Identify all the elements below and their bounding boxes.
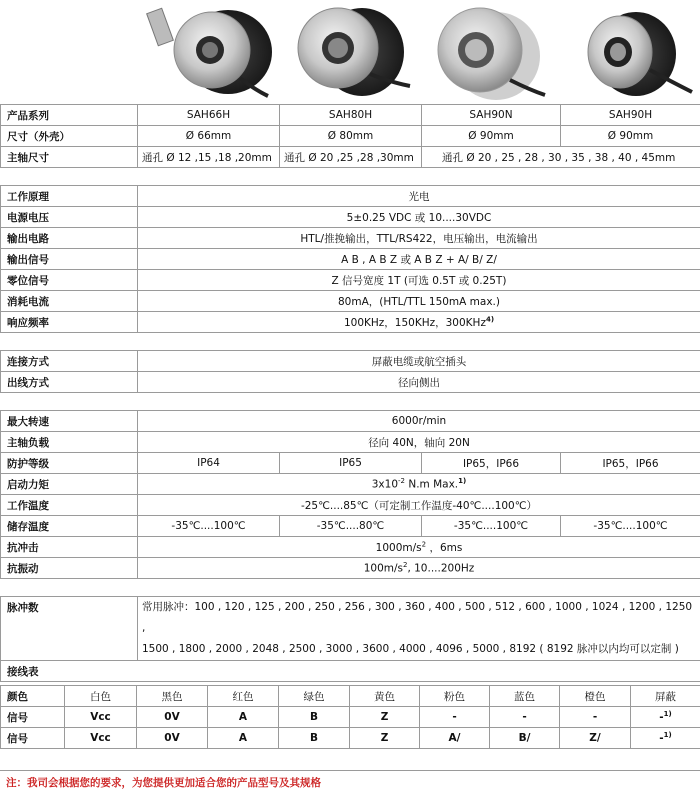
supply-voltage-label: 电源电压 <box>1 207 138 228</box>
separator <box>1 168 700 186</box>
housing-size-value: Ø 90mm <box>561 126 700 147</box>
frequency-value <box>138 312 700 333</box>
vibration-label: 抗振动 <box>1 558 138 579</box>
max-speed-value: 6000r/min <box>138 411 700 432</box>
shield-footnote: 1) <box>663 731 672 740</box>
product-name: SAH80H <box>280 105 422 126</box>
wire-color: 白色 <box>65 686 137 707</box>
signal-value: 0V <box>137 707 208 728</box>
shaft-size-value: 通孔 Ø 20 ,25 ,28 ,30mm <box>280 147 422 168</box>
frequency-row <box>1 312 700 333</box>
max-speed-label: 最大转速 <box>1 411 138 432</box>
principle-label: 工作原理 <box>1 186 138 207</box>
product-name: SAH90N <box>422 105 561 126</box>
wire-color: 黄色 <box>350 686 420 707</box>
wire-color: 绿色 <box>279 686 350 707</box>
signal-value: A <box>208 707 279 728</box>
signal-value: Z/ <box>560 728 631 749</box>
separator <box>1 333 700 351</box>
zero-signal-row <box>1 270 700 291</box>
signal-value: A/ <box>420 728 490 749</box>
storage-temp-value: -35℃....100℃ <box>422 516 561 537</box>
output-signal-value: A B , A B Z 或 A B Z + A/ B/ Z/ <box>138 249 700 270</box>
output-signal-row <box>1 249 700 270</box>
connection-value: 屏蔽电缆或航空插头 <box>138 351 700 372</box>
color-row <box>1 686 700 707</box>
protection-value: IP65 <box>280 453 422 474</box>
output-circuit-row <box>1 228 700 249</box>
zero-signal-value: Z 信号宽度 1T (可选 0.5T 或 0.25T) <box>138 270 700 291</box>
footer-note: 注：我司会根据您的要求，为您提供更加适合您的产品型号及其规格 <box>6 777 321 789</box>
shield-signal: - <box>659 711 664 724</box>
vibration-row <box>1 558 700 579</box>
frequency-text: 100KHz，150KHz，300KHz <box>343 316 486 329</box>
principle-row <box>1 186 700 207</box>
shaft-load-label: 主轴负载 <box>1 432 138 453</box>
wire-color: 红色 <box>208 686 279 707</box>
torque-row <box>1 474 700 495</box>
signal-value: 0V <box>137 728 208 749</box>
housing-size-row <box>1 126 700 147</box>
wire-color: 粉色 <box>420 686 490 707</box>
product-series-label: 产品系列 <box>1 105 138 126</box>
wire-color: 黑色 <box>137 686 208 707</box>
current-label: 消耗电流 <box>1 291 138 312</box>
signal-value: Z <box>350 707 420 728</box>
signal-value <box>631 728 700 749</box>
current-row <box>1 291 700 312</box>
protection-label: 防护等级 <box>1 453 138 474</box>
separator <box>1 579 700 597</box>
work-temp-value: -25℃....85℃（可定制工作温度-40℃....100℃） <box>138 495 700 516</box>
vibration-range: , 10....200Hz <box>407 562 475 575</box>
vibration-value <box>138 558 700 579</box>
sah90h-image <box>588 12 692 96</box>
signal-value: B/ <box>490 728 560 749</box>
pulses-row <box>1 597 700 661</box>
shaft-size-row <box>1 147 700 168</box>
sah80h-image <box>298 8 410 96</box>
signal-value: Z <box>350 728 420 749</box>
output-signal-label: 输出信号 <box>1 249 138 270</box>
storage-temp-value: -35℃....100℃ <box>561 516 700 537</box>
pulses-value <box>138 597 700 661</box>
signal-value: B <box>279 728 350 749</box>
protection-value: IP65，IP66 <box>422 453 561 474</box>
housing-size-value: Ø 66mm <box>138 126 280 147</box>
signal-label: 信号 <box>1 707 65 728</box>
signal-value: - <box>420 707 490 728</box>
signal-label: 信号 <box>1 728 65 749</box>
separator <box>1 393 700 411</box>
color-label: 颜色 <box>1 686 65 707</box>
torque-unit: N.m Max. <box>405 478 459 491</box>
signal-value: Vcc <box>65 728 137 749</box>
signal-value: - <box>490 707 560 728</box>
storage-temp-label: 储存温度 <box>1 516 138 537</box>
product-series-row <box>1 105 700 126</box>
torque-base: 3x10 <box>371 478 399 491</box>
zero-signal-label: 零位信号 <box>1 270 138 291</box>
storage-temp-value: -35℃....80℃ <box>280 516 422 537</box>
shaft-size-value: 通孔 Ø 12 ,15 ,18 ,20mm <box>138 147 280 168</box>
signal-row <box>1 728 700 749</box>
shock-duration: ，6ms <box>426 541 463 554</box>
shaft-load-value: 径向 40N，轴向 20N <box>138 432 700 453</box>
housing-size-label: 尺寸（外壳） <box>1 126 138 147</box>
signal-value: A <box>208 728 279 749</box>
product-images <box>0 0 700 102</box>
torque-exponent: -2 <box>398 477 405 486</box>
encoder-illustrations <box>0 0 700 102</box>
torque-value <box>138 474 700 495</box>
pulses-label: 脉冲数 <box>1 597 138 661</box>
frequency-label: 响应频率 <box>1 312 138 333</box>
spec-table <box>0 104 700 682</box>
shaft-size-value: 通孔 Ø 20 , 25 , 28 , 30 , 35 , 38 , 40 , 45mm <box>422 147 700 168</box>
shield-signal: - <box>659 732 664 745</box>
note-divider <box>0 770 700 771</box>
torque-label: 启动力矩 <box>1 474 138 495</box>
connection-label: 连接方式 <box>1 351 138 372</box>
work-temp-row <box>1 495 700 516</box>
shock-row <box>1 537 700 558</box>
connection-row <box>1 351 700 372</box>
shield-footnote: 1) <box>663 710 672 719</box>
shaft-size-label: 主轴尺寸 <box>1 147 138 168</box>
product-name: SAH90H <box>561 105 700 126</box>
wire-color: 橙色 <box>560 686 631 707</box>
wiring-title-row <box>1 661 700 682</box>
pulses-line1: 常用脉冲：100 , 120 , 125 , 200 , 250 , 256 , 300 , 360 , 400 , 500 , 512 , 600 , 1000 , 1024 , 1200 , 1250 , <box>142 601 693 634</box>
storage-temp-value: -35℃....100℃ <box>138 516 280 537</box>
storage-temp-row <box>1 516 700 537</box>
vibration-base: 100m/s <box>363 562 403 575</box>
signal-value: Vcc <box>65 707 137 728</box>
shock-exponent: 2 <box>421 540 427 548</box>
wire-color: 屏蔽 <box>631 686 700 707</box>
shock-label: 抗冲击 <box>1 537 138 558</box>
housing-size-value: Ø 80mm <box>280 126 422 147</box>
cable-exit-value: 径向侧出 <box>138 372 700 393</box>
shaft-load-row <box>1 432 700 453</box>
protection-value: IP64 <box>138 453 280 474</box>
output-circuit-value: HTL/推挽输出，TTL/RS422，电压输出，电流输出 <box>138 228 700 249</box>
torque-footnote: 1) <box>458 477 467 486</box>
protection-row <box>1 453 700 474</box>
output-circuit-label: 输出电路 <box>1 228 138 249</box>
wiring-title: 接线表 <box>1 661 700 682</box>
work-temp-label: 工作温度 <box>1 495 138 516</box>
current-value: 80mA，(HTL/TTL 150mA max.) <box>138 291 700 312</box>
housing-size-value: Ø 90mm <box>422 126 561 147</box>
cable-exit-label: 出线方式 <box>1 372 138 393</box>
wire-color: 蓝色 <box>490 686 560 707</box>
shock-value <box>138 537 700 558</box>
frequency-footnote: 4) <box>485 315 495 323</box>
sah90n-image <box>438 8 545 100</box>
principle-value: 光电 <box>138 186 700 207</box>
supply-voltage-value: 5±0.25 VDC 或 10....30VDC <box>138 207 700 228</box>
signal-value <box>631 707 700 728</box>
max-speed-row <box>1 411 700 432</box>
sah66h-image <box>147 8 272 96</box>
signal-value: B <box>279 707 350 728</box>
signal-row <box>1 707 700 728</box>
wiring-table <box>0 685 700 749</box>
vibration-exponent: 2 <box>402 561 408 570</box>
protection-value: IP65，IP66 <box>561 453 700 474</box>
signal-value: - <box>560 707 631 728</box>
supply-voltage-row <box>1 207 700 228</box>
shock-base: 1000m/s <box>375 541 422 554</box>
cable-exit-row <box>1 372 700 393</box>
pulses-line2: 1500 , 1800 , 2000 , 2048 , 2500 , 3000 , 3600 , 4000 , 4096 , 5000 , 8192 ( 8192 脉冲以内均可以定制 ) <box>142 643 679 655</box>
product-name: SAH66H <box>138 105 280 126</box>
